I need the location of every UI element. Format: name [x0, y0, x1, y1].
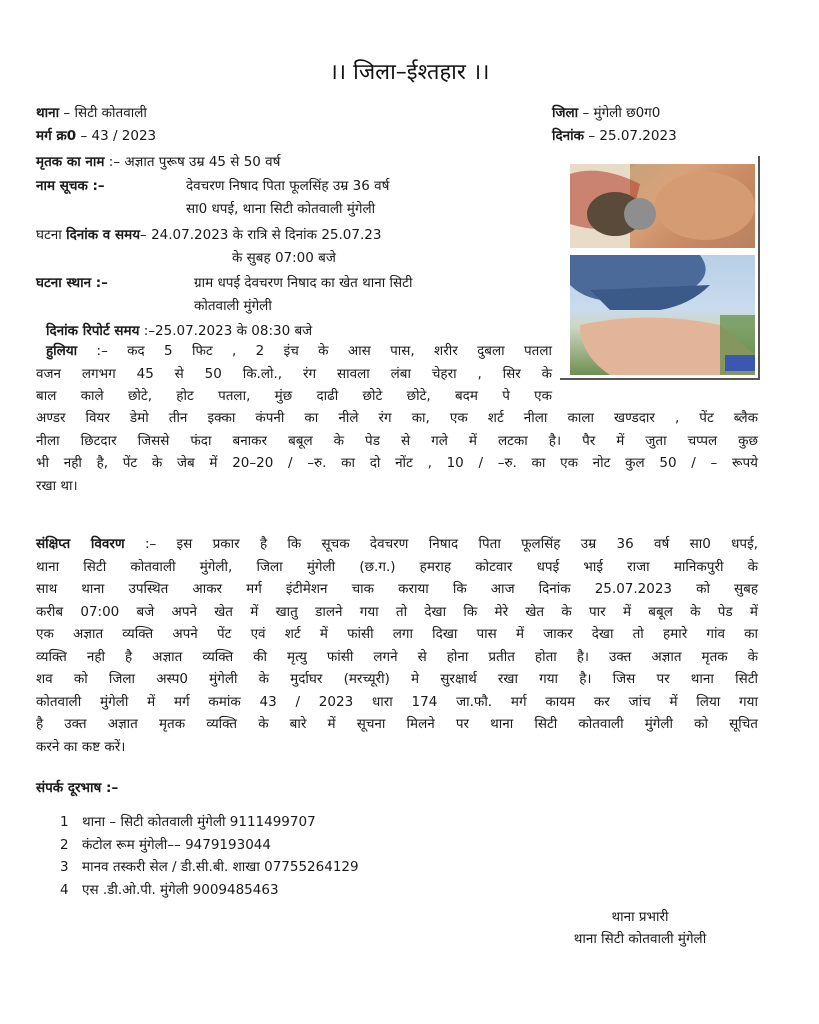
suchak-line2: सा0 धपई, थाना सिटी कोतवाली मुंगेली	[186, 201, 376, 217]
huliya-label: हुलिया	[46, 343, 78, 359]
mritak-row	[36, 153, 281, 171]
huliya-line: नीला छिटदार जिससे फंदा बनाकर बबूल के पेड से गले में लटका है। पैर में जुता चप्पल कुछ	[36, 432, 758, 449]
sthan-line1: ग्राम धपई देवचरण निषाद का खेत थाना सिटी	[194, 275, 413, 291]
contact-list	[60, 811, 359, 901]
summary-line: करने का कष्ट करें।	[36, 738, 126, 755]
huliya-line: अण्डर वियर डेमो तीन इक्का कंपनी का नीले रंग का, एक शर्ट नीला काला खण्डदार , पेंट ब्लैक	[36, 410, 758, 426]
marg-label: मर्ग क्र0	[36, 128, 77, 144]
photo-box	[560, 156, 760, 380]
huliya-line: बाल काले छोटे, होट पतला, मुंछ दाढी छोटे छोटे, बदम पे एक	[36, 388, 552, 404]
summary-paragraph	[36, 533, 758, 758]
summary-line: कोतवाली मुंगेली में मर्ग कमांक 43 / 2023 धारा 174 जा.फौ. मर्ग कायम कर जांच में लिया गया	[36, 693, 758, 710]
suchak-label	[36, 177, 105, 195]
ghatna-line1: – 24.07.2023 के रात्रि से दिनांक 25.07.23	[140, 227, 382, 243]
mritak-label: मृतक का नाम	[36, 154, 105, 170]
huliya-paragraph-wide	[36, 407, 758, 497]
huliya-line: वजन लगभग 45 से 50 कि.लो., रंग सावला लंबा चेहरा , सिर के	[36, 365, 552, 382]
sthan-label-text: घटना स्थान :–	[36, 275, 108, 291]
contact-number: 4	[60, 881, 69, 898]
summary-line: है उक्त अज्ञात मृतक व्यक्ति के बारे में सूचना मिलने पर थाना सिटी कोतवाली मुंगेली को सूचित	[36, 716, 758, 732]
page-title: ।। जिला–ईश्तहार ।।	[329, 60, 490, 85]
contact-number: 1	[60, 814, 69, 830]
contact-number: 2	[60, 836, 69, 853]
sthan-label	[36, 274, 108, 292]
suchak-label-text: नाम सूचक :–	[36, 178, 105, 194]
photo-deceased-face-icon	[570, 164, 755, 248]
ghatna-row	[36, 226, 381, 244]
signature-title: थाना प्रभारी	[611, 909, 669, 925]
thana-value: – सिटी कोतवाली	[63, 105, 147, 121]
ghatna-prefix: घटना	[36, 227, 62, 243]
report-label: दिनांक रिपोर्ट समय	[46, 323, 140, 339]
mritak-value: :– अज्ञात पुरूष उम्र 45 से 50 वर्ष	[108, 154, 281, 170]
summary-label: संक्षिप्त विवरण	[36, 536, 125, 552]
summary-line: करीब 07:00 बजे अपने खेत में खातु डालने गया तो देखा कि मेरे खेत के पार में बबूल के पेड में	[36, 603, 758, 620]
summary-line-text: :– इस प्रकार है कि सूचक देवचरण निषाद पिता फूलसिंह उम्र 36 वर्ष सा0 धपई,	[144, 536, 758, 552]
summary-line: व्यक्ति नही है अज्ञात व्यक्ति की मृत्यु फांसी लगने से होना प्रतीत होता है। उक्त अज्ञात मृतक के	[36, 648, 758, 665]
ghatna-line2: के सुबह 07:00 बजे	[232, 250, 336, 266]
contact-item	[60, 879, 359, 902]
ghatna-label: दिनांक व समय	[66, 227, 141, 243]
huliya-paragraph	[36, 340, 552, 408]
huliya-line: रखा था।	[36, 477, 78, 494]
dinank-label: दिनांक	[552, 128, 585, 144]
contact-item	[60, 811, 359, 834]
dinank-value: – 25.07.2023	[588, 128, 677, 144]
huliya-line	[36, 340, 552, 363]
thana-label: थाना	[36, 105, 60, 121]
contact-text: कंटोल रूम मुंगेली–– 9479193044	[82, 836, 271, 853]
marg-value: – 43 / 2023	[80, 128, 157, 144]
huliya-line: भी नही है, पेंट के जेब में 20–20 / –रु. का दो नोंट , 10 / –रु. का एक नोट कुल 50 / – रूपये	[36, 455, 758, 471]
signature-station: थाना सिटी कोतवाली मुंगेली	[573, 931, 707, 947]
summary-line: एक अज्ञात व्यक्ति अपने पेंट एवं शर्ट में फांसी लगा दिखा पास में जाकर देखा तो हमारे गांव का	[36, 626, 758, 642]
summary-line	[36, 533, 758, 556]
contact-item	[60, 834, 359, 857]
contact-label-text: संपर्क दूरभाष :–	[36, 780, 119, 796]
signature-block	[520, 906, 760, 950]
contact-item	[60, 856, 359, 879]
contact-text: मानव तस्करी सेल / डी.सी.बी. शाखा 07755264129	[82, 859, 359, 875]
marg-row	[36, 127, 156, 145]
jila-value: – मुंगेली छ0ग0	[582, 105, 661, 121]
jila-row	[552, 104, 660, 122]
thana-row	[36, 104, 147, 122]
photo-deceased-body-icon	[570, 255, 755, 375]
huliya-line-text: :– कद 5 फिट , 2 इंच के आस पास, शरीर दुबला पतला	[96, 343, 553, 359]
contact-text: थाना – सिटी कोतवाली मुंगेली 9111499707	[82, 814, 316, 830]
report-value: :–25.07.2023 के 08:30 बजे	[143, 323, 313, 339]
contact-text: एस .डी.ओ.पी. मुंगेली 9009485463	[82, 881, 279, 898]
contact-label	[36, 779, 118, 797]
contact-number: 3	[60, 859, 69, 875]
dinank-row	[552, 127, 677, 145]
summary-line: साथ थाना उपस्थित आकर मर्ग इंटीमेशन चाक कराया कि आज दिनांक 25.07.2023 को सुबह	[36, 581, 758, 597]
summary-line: शव को जिला अस्प0 मुंगेली के मुर्दाघर (मरच्यूरी) मे सुरक्षार्थ रखा गया है। जिस पर थाना सिटी	[36, 671, 758, 687]
jila-label: जिला	[552, 105, 579, 121]
sthan-line2: कोतवाली मुंगेली	[194, 298, 272, 314]
summary-line: थाना सिटी कोतवाली मुंगेली, जिला मुंगेली (छ.ग.) हमराह कोटवार धपई भाई राजा मानिकपुरी के	[36, 558, 758, 575]
suchak-line1: देवचरण निषाद पिता फूलसिंह उम्र 36 वर्ष	[186, 178, 390, 194]
report-row	[46, 322, 312, 340]
